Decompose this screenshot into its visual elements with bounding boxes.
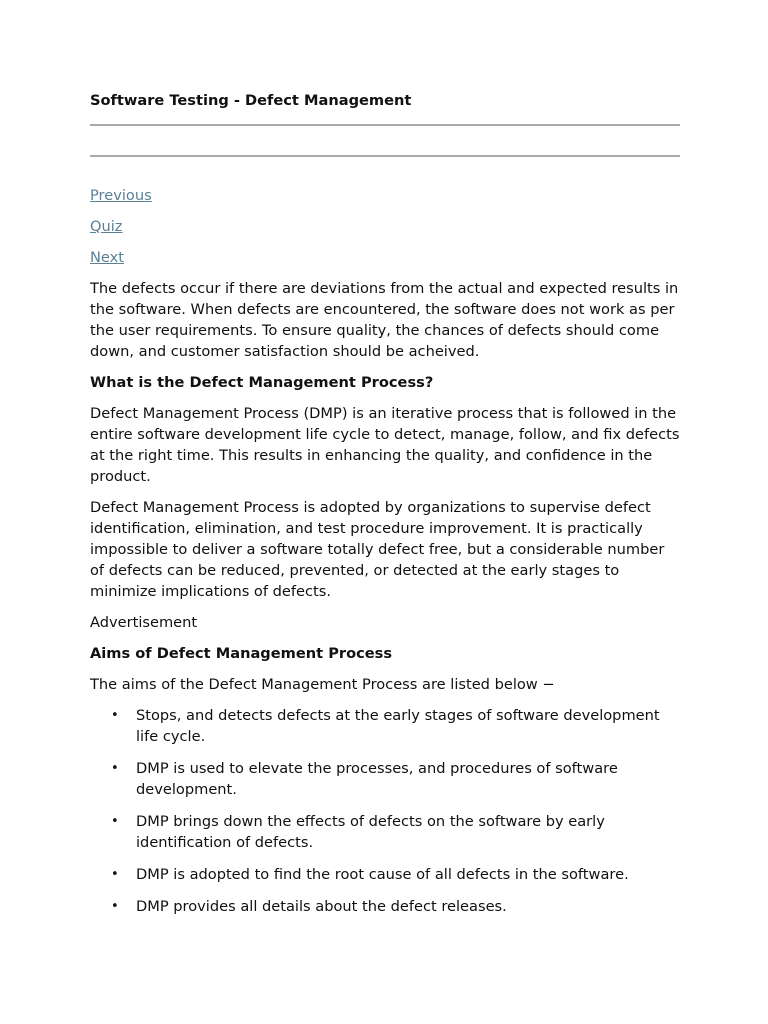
divider-bottom [90,155,680,157]
intro-paragraph: The defects occur if there are deviations from the actual and expected results in the software. When defects are encountered, the software does not work as per the user requirements. To ensure quality, the chances of defects should come down, and customer satisfaction should be acheived. [90,280,679,360]
next-link[interactable]: Next [90,249,124,266]
list-item: • DMP is used to elevate the processes, and procedures of software development. [136,758,680,800]
page-title: Software Testing - Defect Management [90,92,412,109]
dmp-paragraph-2: Defect Management Process is adopted by organizations to supervise defect identification, elimination, and test procedure improvement. It is practically impossible to deliver a software totally defect free, but a considerable number of defects can be reduced, prevented, or detected at the early stages to minimize implications of defects. [90,499,665,600]
article [90,89,680,928]
quiz-link[interactable]: Quiz [90,218,123,235]
previous-link[interactable]: Previous [90,187,152,204]
list-item: • DMP provides all details about the defect releases. [136,896,680,917]
list-item: • Stops, and detects defects at the early stages of software development life cycle. [136,705,680,747]
pager-nav [90,185,680,268]
divider-top [90,124,680,126]
advertisement-label: Advertisement [90,614,198,631]
aims-list [90,705,680,917]
aims-intro: The aims of the Defect Management Process are listed below − [90,676,555,693]
section-heading-dmp: What is the Defect Management Process? [90,374,434,391]
list-item: • DMP is adopted to find the root cause of all defects in the software. [136,864,680,885]
dmp-paragraph-1: Defect Management Process (DMP) is an iterative process that is followed in the entire software development life cycle to detect, manage, follow, and fix defects at the right time. This results in enhancing the quality, and confidence in the product. [90,405,680,485]
list-item: • DMP brings down the effects of defects on the software by early identification of defects. [136,811,680,853]
section-heading-aims: Aims of Defect Management Process [90,645,393,662]
